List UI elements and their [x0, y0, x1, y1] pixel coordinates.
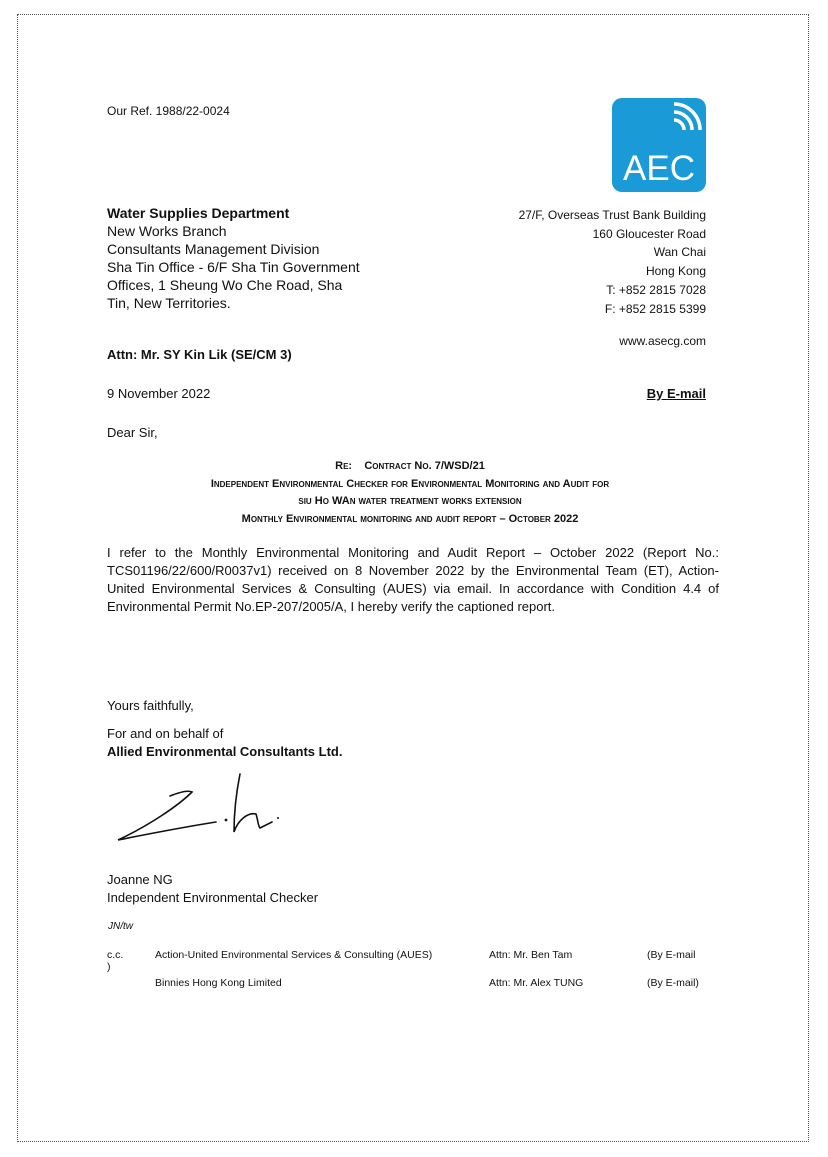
addressee-line: Offices, 1 Sheung Wo Che Road, Sha: [107, 277, 343, 293]
salutation: Dear Sir,: [107, 425, 158, 440]
subject-line: Independent Environmental Checker for Environmental Monitoring and Audit for: [210, 477, 610, 490]
handwritten-signature: [108, 770, 288, 850]
address-line: Hong Kong: [645, 264, 706, 279]
telephone: T: +852 2815 7028: [606, 282, 706, 297]
addressee-line: Consultants Management Division: [107, 241, 320, 257]
company-name: Allied Environmental Consultants Ltd.: [107, 744, 343, 759]
subject-line: Monthly Environmental monitoring and audit report – October 2022: [241, 512, 579, 525]
delivery-method: By E-mail: [646, 386, 706, 401]
address-line: 160 Gloucester Road: [592, 226, 706, 241]
fax: F: +852 2815 5399: [604, 301, 706, 316]
reference-initials: JN/tw: [108, 921, 133, 932]
letter-body: I refer to the Monthly Environmental Monitoring and Audit Report – October 2022 (Report No.: TCS01196/22/600/R0037v1) received on 8 November 2022 by the Environmental Team (ET), Action-United Environmental Services & Consulting (AUES) via email. In accordance with Condition 4.4 of Environmental Permit No.EP-207/2005/A, I hereby verify the captioned report.: [107, 545, 719, 614]
signer-name: Joanne NG: [107, 872, 173, 887]
cc-label-continuation: ): [107, 961, 111, 973]
signer-title: Independent Environmental Checker: [107, 890, 319, 905]
signer-block: [107, 871, 318, 907]
cc-method: (By E-mail: [647, 949, 696, 961]
addressee-department: Water Supplies Department: [107, 205, 290, 221]
closing-block: [107, 697, 342, 761]
address-line: 27/F, Overseas Trust Bank Building: [518, 208, 706, 222]
attention-line: Attn: Mr. SY Kin Lik (SE/CM 3): [107, 347, 292, 362]
cc-label: c.c.: [107, 949, 124, 961]
cc-attention: Attn: Mr. Alex TUNG: [489, 977, 584, 989]
subject-heading: [100, 458, 720, 528]
addressee-block: [107, 204, 360, 312]
addressee-line: Sha Tin Office - 6/F Sha Tin Government: [107, 259, 360, 275]
address-line: Wan Chai: [653, 245, 706, 260]
addressee-line: New Works Branch: [107, 223, 227, 239]
valediction: Yours faithfully,: [107, 698, 194, 713]
letter-date: 9 November 2022: [107, 386, 211, 401]
sender-address-block: [519, 206, 706, 351]
aec-logo: [612, 98, 706, 192]
subject-line: Re: Contract No. 7/WSD/21: [335, 460, 485, 472]
addressee-line: Tin, New Territories.: [107, 295, 231, 311]
on-behalf-of: For and on behalf of: [107, 726, 224, 741]
cc-organization: Action-United Environmental Services & Consulting (AUES): [155, 949, 433, 961]
our-reference: Our Ref. 1988/22-0024: [107, 104, 230, 118]
svg-text:AEC: AEC: [623, 149, 695, 188]
cc-method: (By E-mail): [647, 977, 699, 989]
website: www.asecg.com: [619, 334, 706, 349]
cc-attention: Attn: Mr. Ben Tam: [489, 949, 573, 961]
cc-organization: Binnies Hong Kong Limited: [155, 977, 282, 989]
subject-line: siu Ho WAn water treatment works extension: [298, 495, 522, 507]
